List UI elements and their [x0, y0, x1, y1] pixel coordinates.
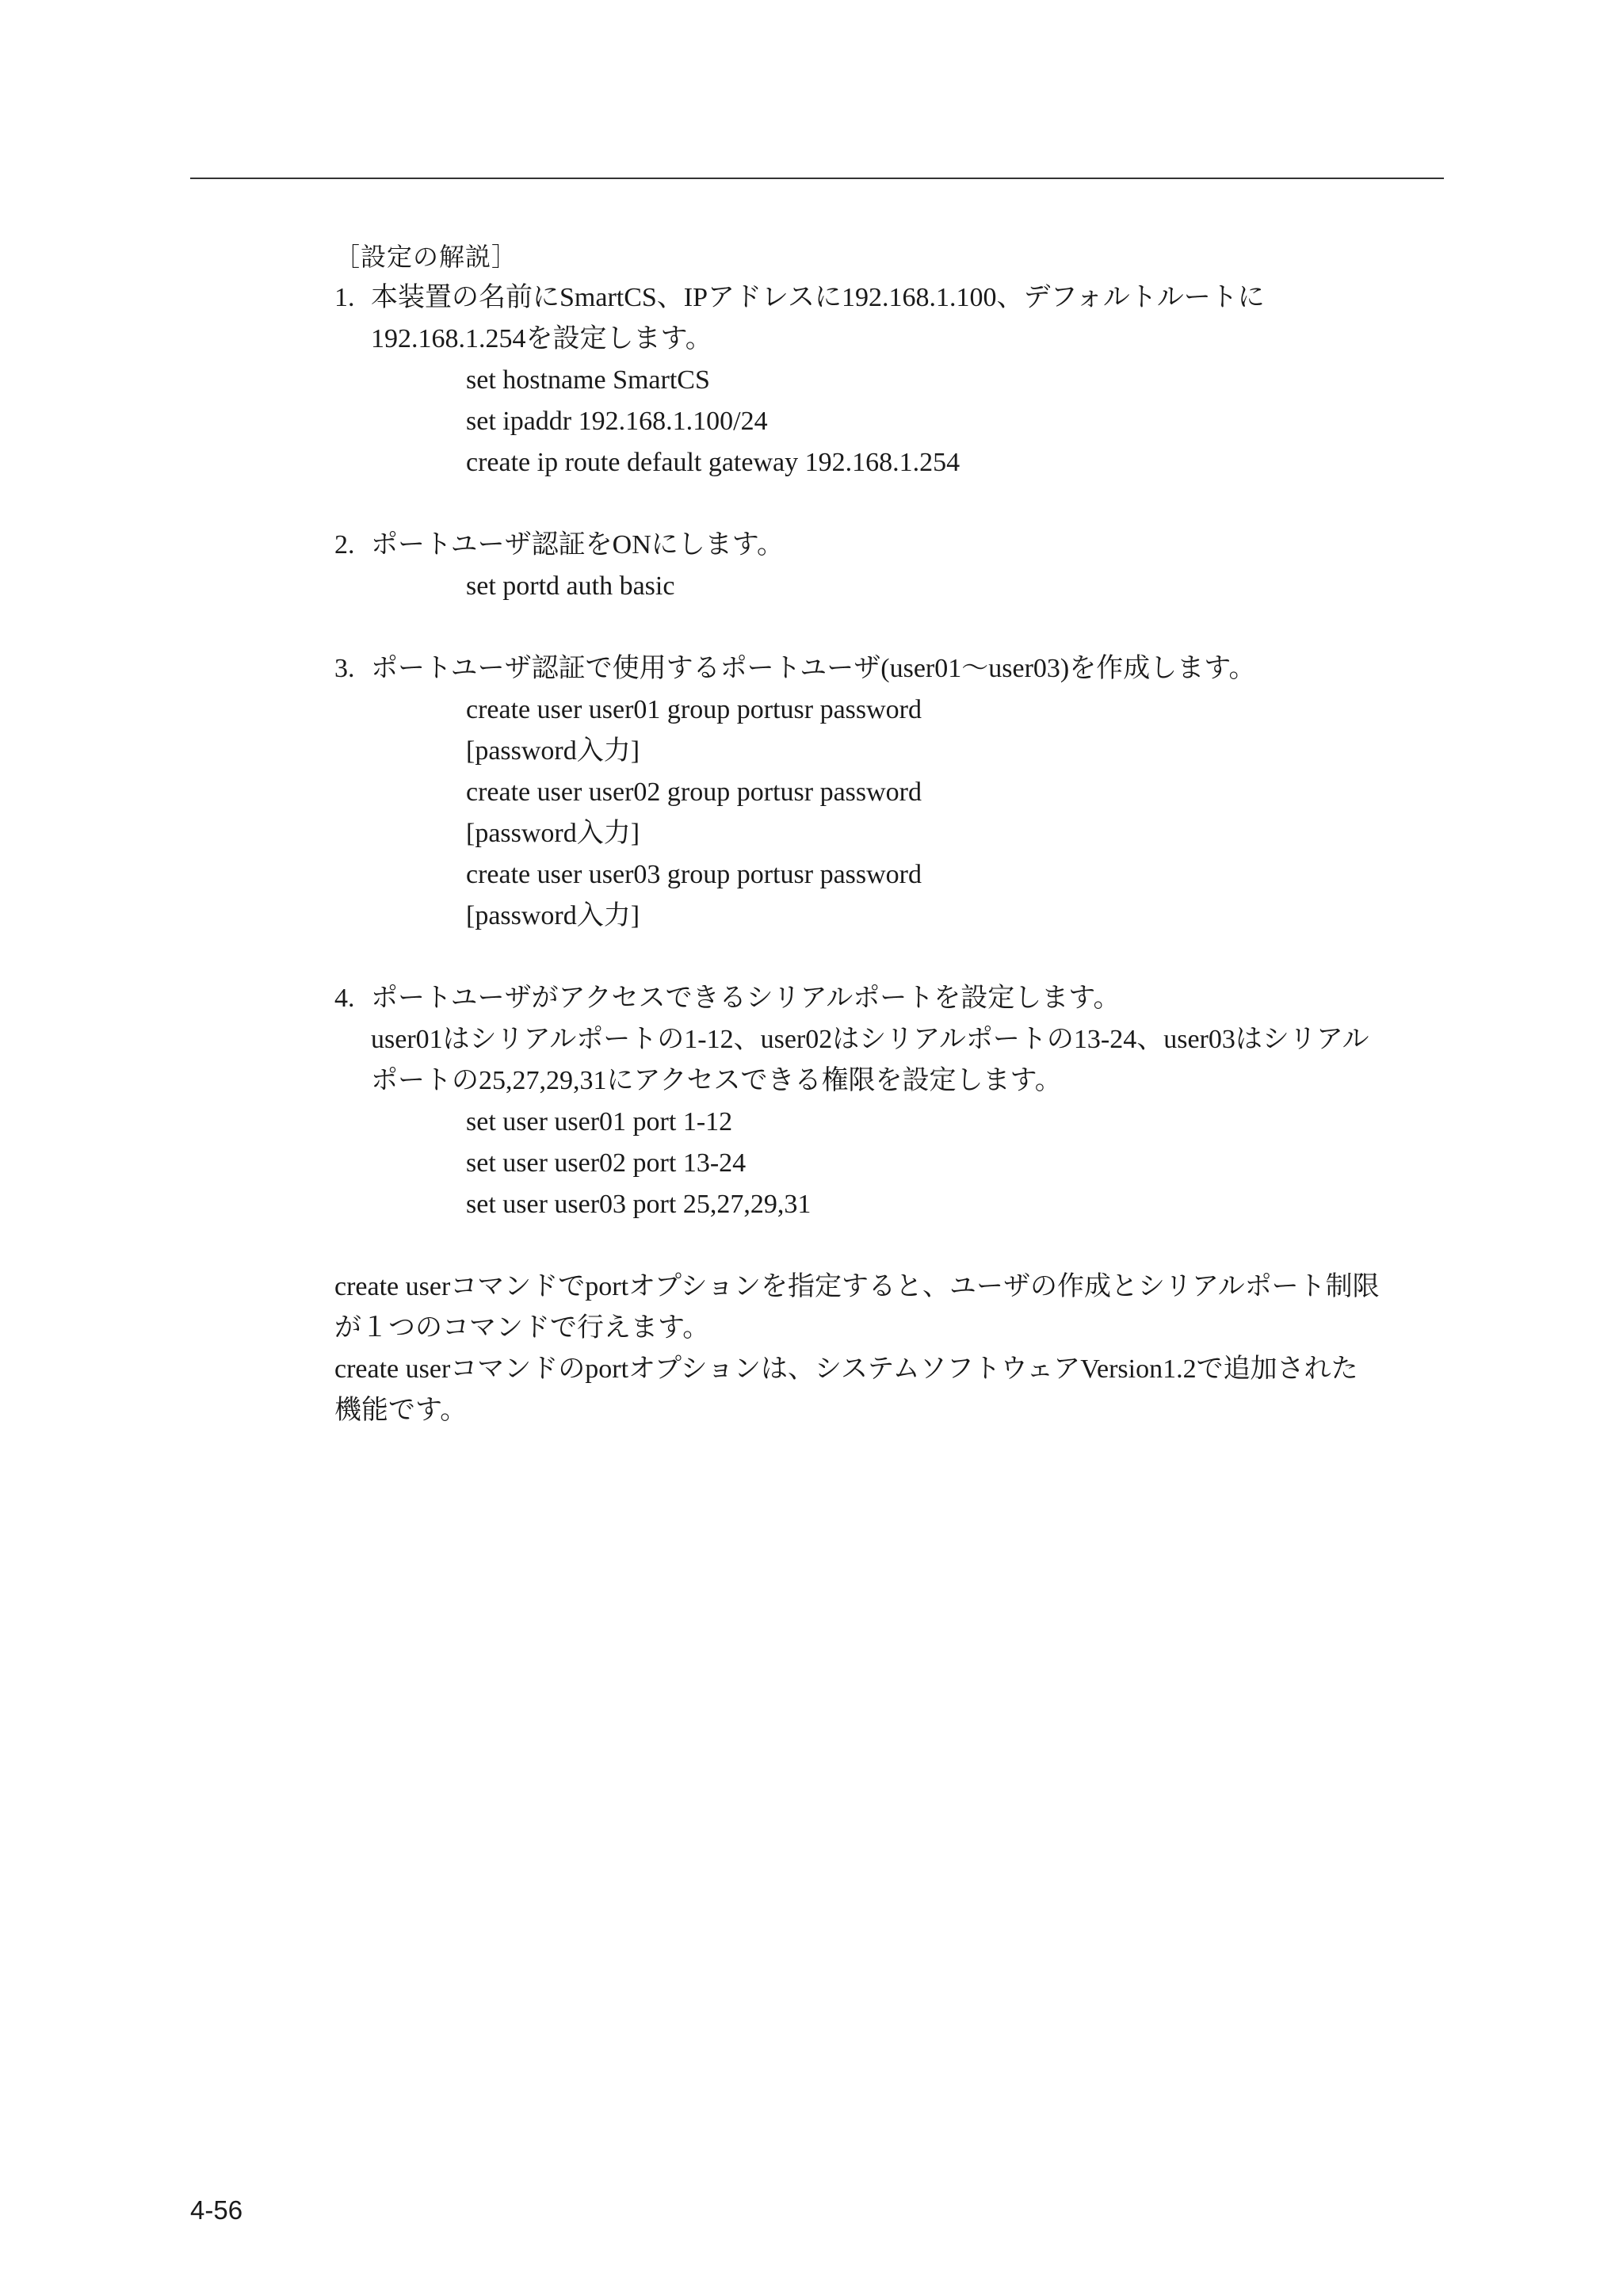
list-item-1 [334, 277, 1444, 483]
command-line: [password入力] [466, 736, 640, 766]
header-rule [190, 178, 1444, 179]
item-number: 1. [334, 283, 355, 312]
item-continuation: 192.168.1.254を設定します。 [371, 324, 712, 353]
notes [334, 1266, 1444, 1431]
command-line: set user user02 port 13-24 [466, 1148, 747, 1178]
note-line: 機能です。 [334, 1396, 468, 1425]
list-item-4 [334, 978, 1444, 1225]
command-line: set hostname SmartCS [466, 365, 710, 395]
command-line: create user user02 group portusr password [466, 777, 922, 807]
command-line: create user user01 group portusr password [466, 695, 922, 724]
item-title [334, 648, 1444, 690]
note-line: create userコマンドのportオプションは、システムソフトウェアVersion1.2で追加された [334, 1354, 1358, 1384]
command-line: set portd auth basic [466, 571, 675, 601]
command-line: [password入力] [466, 819, 640, 848]
command-line: set user user01 port 1-12 [466, 1107, 733, 1137]
item-continuation: ポートの25,27,29,31にアクセスできる権限を設定します。 [371, 1066, 1062, 1095]
item-title [334, 525, 1444, 566]
item-number: 3. [334, 654, 355, 683]
section-heading: ［設定の解説］ [334, 242, 518, 272]
command-line: set user user03 port 25,27,29,31 [466, 1190, 812, 1219]
note-line: が１つのコマンドで行えます。 [334, 1313, 710, 1343]
command-line: create ip route default gateway 192.168.1.254 [466, 448, 960, 477]
item-title-text: ポートユーザ認証で使用するポートユーザ(user01～user03)を作成します。 [371, 654, 1256, 683]
item-title-text: ポートユーザがアクセスできるシリアルポートを設定します。 [371, 984, 1121, 1013]
item-continuation: user01はシリアルポートの1-12、user02はシリアルポートの13-24、user03はシリアル [371, 1025, 1369, 1054]
command-line: create user user03 group portusr password [466, 860, 922, 889]
item-number: 2. [334, 530, 355, 560]
item-number: 4. [334, 984, 355, 1013]
list-item-3 [334, 648, 1444, 937]
command-line: [password入力] [466, 901, 640, 930]
command-line: set ipaddr 192.168.1.100/24 [466, 407, 768, 436]
item-title [334, 978, 1444, 1019]
item-title-text: ポートユーザ認証をONにします。 [371, 530, 785, 560]
page-content [334, 236, 1444, 1431]
item-title-text: 本装置の名前にSmartCS、IPアドレスに192.168.1.100、デフォルトルートに [371, 283, 1265, 312]
item-title [334, 277, 1444, 319]
page-number: 4-56 [190, 2195, 243, 2225]
note-line: create userコマンドでportオプションを指定すると、ユーザの作成とシリアルポート制限 [334, 1272, 1380, 1301]
list-item-2 [334, 525, 1444, 607]
